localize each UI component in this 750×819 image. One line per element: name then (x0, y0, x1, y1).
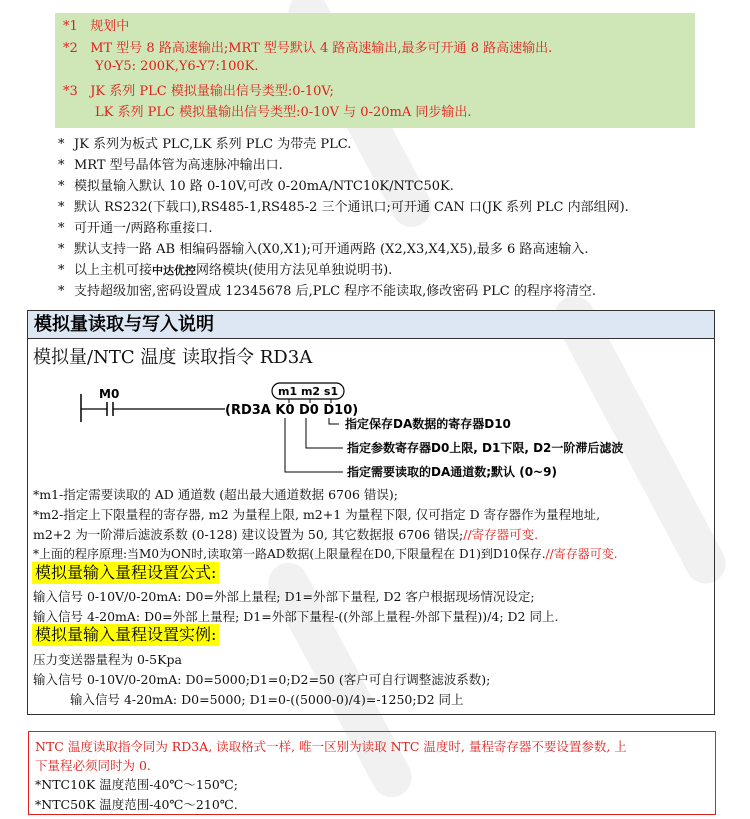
section-title: 模拟量读取与写入说明 (28, 311, 714, 339)
ntc-line: *NTC50K 温度范围-40℃～210℃. (35, 797, 238, 812)
desc-3: 指定需要读取的DA通道数;默认 (0~9) (347, 465, 557, 479)
formula-line: 输入信号 0-10V/0-20mA: D0=外部上量程; D1=外部下量程, D2 客户根据现场情况设定; (33, 589, 535, 604)
section-subtitle: 模拟量/NTC 温度 读取指令 RD3A (33, 347, 313, 368)
bullet-item: * 可开通一/两路称重接口. (58, 221, 213, 236)
explain-line: m2+2 为一阶滞后滤波系数 (0-128) 建议设置为 50, 其它数据报 6706 错误;//寄存器可变. (33, 527, 539, 542)
ntc-line: NTC 温度读取指令同为 RD3A, 读取格式一样, 唯一区别为读取 NTC 温度时, 量程寄存器不要设置参数, 上 (35, 739, 627, 754)
bullet-item: * 模拟量输入默认 10 路 0-10V,可改 0-20mA/NTC10K/NTC50K. (58, 179, 454, 194)
example-line: 输入信号 0-10V/0-20mA: D0=5000;D1=0;D2=50 (客户可自行调整滤波系数); (33, 672, 491, 687)
explain-line: *m2-指定上下限量程的寄存器, m2 为量程上限, m2+1 为量程下限, 仅可指定 D 寄存器作为量程地址, (33, 507, 601, 522)
note-2: *2 MT 型号 8 路高速输出;MRT 型号默认 4 路高速输出,最多可开通 8 路高速输出. (63, 41, 553, 56)
ladder-diagram (75, 378, 695, 483)
note-3: *3 JK 系列 PLC 模拟量输出信号类型:0-10V; (63, 84, 334, 99)
params-label: m1 m2 s1 (278, 385, 339, 398)
bullet-item: * 以上主机可接中达优控网络模块(使用方法见单独说明书). (58, 263, 393, 278)
bullet-item: * 默认支持一路 AB 相编码器输入(X0,X1);可开通两路 (X2,X3,X4,X5),最多 6 路高速输入. (58, 242, 589, 257)
contact-label: M0 (99, 387, 120, 401)
example-line: 压力变送器量程为 0-5Kpa (33, 652, 182, 667)
note-3-cont: LK 系列 PLC 模拟量输出信号类型:0-10V 与 0-20mA 同步输出. (95, 105, 472, 120)
example-line: 输入信号 4-20mA: D0=5000; D1=0-((5000-0)/4)=-1250;D2 同上 (70, 692, 464, 707)
bullet-item: * JK 系列为板式 PLC,LK 系列 PLC 为带壳 PLC. (58, 137, 352, 152)
bullet-item: * MRT 型号晶体管为高速脉冲输出口. (58, 158, 283, 173)
bullet-item: * 支持超级加密,密码设置成 12345678 后,PLC 程序不能读取,修改密码 PLC 的程序将清空. (58, 284, 597, 299)
note-1: *1 规划中 (63, 19, 130, 34)
formula-heading: 模拟量输入量程设置公式: (32, 562, 219, 584)
desc-1: 指定保存DA数据的寄存器D10 (345, 417, 511, 431)
example-heading: 模拟量输入量程设置实例: (32, 624, 219, 646)
instruction-text: (RD3A K0 D0 D10) (225, 403, 359, 418)
ntc-line: 下量程必须同时为 0. (35, 758, 151, 773)
brand-name: 中达优控 (152, 264, 197, 277)
ntc-line: *NTC10K 温度范围-40℃～150℃; (35, 777, 238, 792)
explain-line: *上面的程序原理:当M0为ON时,读取第一路AD数据(上限量程在D0,下限量程在 D1)到D10保存.//寄存器可变. (33, 547, 618, 561)
desc-2: 指定参数寄存器D0上限, D1下限, D2一阶滞后滤波 (347, 441, 624, 455)
formula-line: 输入信号 4-20mA: D0=外部上量程; D1=外部下量程-((外部上量程-外部下量程))/4; D2 同上. (33, 609, 559, 624)
bullet-item: * 默认 RS232(下载口),RS485-1,RS485-2 三个通讯口;可开通 CAN 口(JK 系列 PLC 内部组网). (58, 200, 629, 215)
explain-line: *m1-指定需要读取的 AD 通道数 (超出最大通道数据 6706 错误); (33, 487, 398, 502)
note-2-cont: Y0-Y5: 200K,Y6-Y7:100K. (95, 59, 259, 74)
